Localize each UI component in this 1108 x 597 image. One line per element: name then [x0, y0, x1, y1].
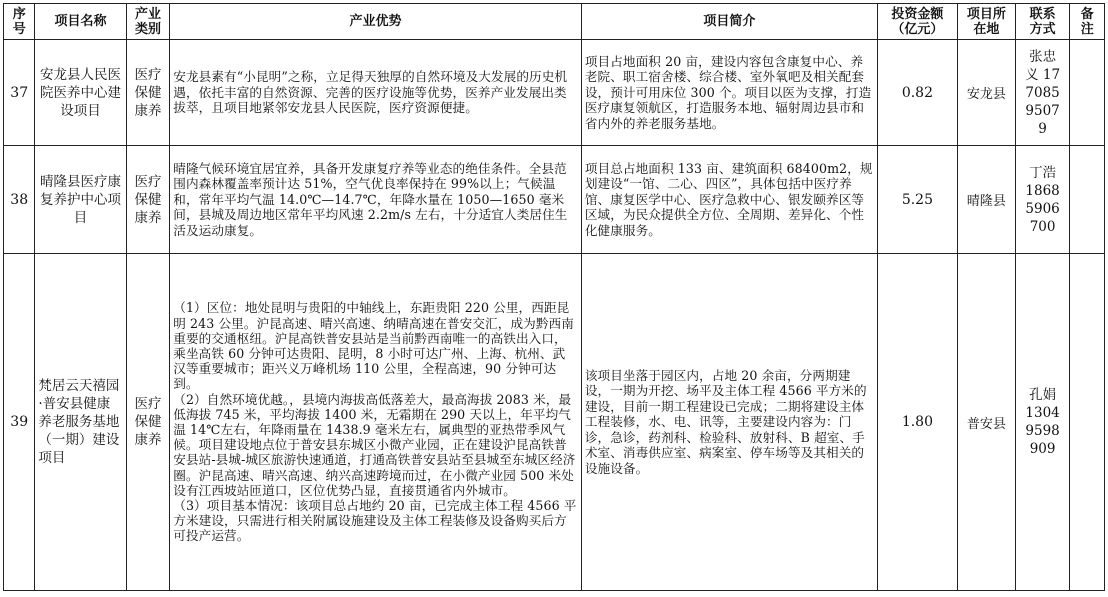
row-contact: 张忠义 17708595079	[1015, 40, 1070, 146]
header-row	[4, 4, 1105, 40]
header-investment: 投资金额（亿元）	[877, 4, 957, 40]
row-category: 医疗保健康养	[126, 146, 170, 254]
advantage-paragraph: （1）区位：地处昆明与贵阳的中轴线上，东距贵阳 220 公里，西距昆明 243 公里。沪昆高速、晴兴高速、纳晴高速在普安交汇，成为黔西南重要的交通枢纽。沪昆高铁普安县站是当前黔西南唯一的高铁出入口，乘坐高铁 60 分钟可达贵阳、昆明，8 小时可达广州、上海、杭州、武汉等重要城市；距兴义万峰机场 110 公里，全程高速，90 分钟可达到。	[173, 300, 574, 392]
row-name: 晴隆县医疗康复养护中心项目	[35, 146, 126, 254]
row-location: 普安县	[957, 254, 1015, 591]
row-contact: 丁浩 18685906700	[1015, 146, 1070, 254]
row-location: 安龙县	[957, 40, 1015, 146]
row-category: 医疗保健康养	[126, 40, 170, 146]
row-intro: 项目总占地面积 133 亩、建筑面积 68400m2，规划建设“一馆、二心、四区”，具体包括中医疗养馆、康复医学中心、医疗急救中心、银发颐养区等区域，为民众提供全方位、全周期、差异化、个性化健康服务。	[581, 146, 877, 254]
header-location: 项目所在地	[957, 4, 1015, 40]
row-intro: 该项目坐落于园区内，占地 20 余亩，分两期建设，一期为开挖、场平及主体工程 4566 平方米的建设，目前一期工程建设已完成；二期将建设主体工程装修，水、电、讯等，主要建设内容为：门诊，急诊，药剂科、检验科、放射科、B 超室、手术室、消毒供应室、病案室、停车场等及其相关的设施设备。	[581, 254, 877, 591]
row-remark	[1070, 40, 1105, 146]
row-name: 梵居云天禧园·普安县健康养老服务基地（一期）建设项目	[35, 254, 126, 591]
row-name: 安龙县人民医院医养中心建设项目	[35, 40, 126, 146]
project-table	[3, 3, 1105, 591]
header-name: 项目名称	[35, 4, 126, 40]
row-location: 晴隆县	[957, 146, 1015, 254]
row-contact: 孔娟 13049598909	[1015, 254, 1070, 591]
advantage-paragraph: （3）项目基本情况：该项目总占地约 20 亩，已完成主体工程 4566 平方米建设，只需进行相关附属设施建设及主体工程装修及设备购买后方可投产运营。	[173, 498, 577, 544]
table-row	[4, 254, 1105, 591]
table-row	[4, 146, 1105, 254]
header-seq: 序号	[4, 4, 35, 40]
row-investment: 1.80	[877, 254, 957, 591]
row-advantage	[170, 254, 582, 591]
header-contact: 联系方式	[1015, 4, 1070, 40]
row-remark	[1070, 146, 1105, 254]
header-intro: 项目简介	[581, 4, 877, 40]
advantage-paragraph: （2）自然环境优越。，县境内海拔高低落差大，最高海拔 2083 米，最低海拔 745 米，平均海拔 1400 米，无霜期在 290 天以上，年平均气温 14℃左右，年降雨量在 1438.9 毫米左右，属典型的亚热带季风气候。项目建设地点位于普安县东城区小微产业园，正在建设沪昆高铁普安县站-县城-城区旅游快速通道，打通高铁普安县站至县城至东城区经济圈。沪昆高速、晴兴高速、纳兴高速跨境而过，在小微产业园 500 米处设有江西坡站匝道口，区位优势凸显，直接贯通省内外城市。	[173, 391, 576, 498]
row-seq: 39	[4, 254, 35, 591]
row-investment: 0.82	[877, 40, 957, 146]
row-advantage: 晴隆气候环境宜居宜养，具备开发康复疗养等业态的绝佳条件。全县范围内森林覆盖率预计达 51%，空气优良率保持在 99%以上；气候温和，常年平均气温 14.0℃—14.7℃，年降水量在 1050—1650 毫米间，县城及周边地区常年平均风速 2.2m/s 左右，十分适宜人类居住生活及运动康复。	[170, 146, 582, 254]
header-advantage: 产业优势	[170, 4, 582, 40]
row-seq: 37	[4, 40, 35, 146]
header-remark: 备注	[1070, 4, 1105, 40]
row-investment: 5.25	[877, 146, 957, 254]
table-row	[4, 40, 1105, 146]
header-category: 产业类别	[126, 4, 170, 40]
row-seq: 38	[4, 146, 35, 254]
row-advantage: 安龙县素有“小昆明”之称，立足得天独厚的自然环境及大发展的历史机遇，依托丰富的自然资源、完善的医疗设施等优势，医养产业发展出类拔萃，且项目地紧邻安龙县人民医院，医疗资源便捷。	[170, 40, 582, 146]
row-intro: 项目占地面积 20 亩，建设内容包含康复中心、养老院、职工宿舍楼、综合楼、室外氧吧及相关配套设，预计可用床位 300 个。项目以医为支撑，打造医疗康复领航区，打造服务本地、辐射周边县市和省内外的养老服务基地。	[581, 40, 877, 146]
row-category: 医疗保健康养	[126, 254, 170, 591]
row-remark	[1070, 254, 1105, 591]
